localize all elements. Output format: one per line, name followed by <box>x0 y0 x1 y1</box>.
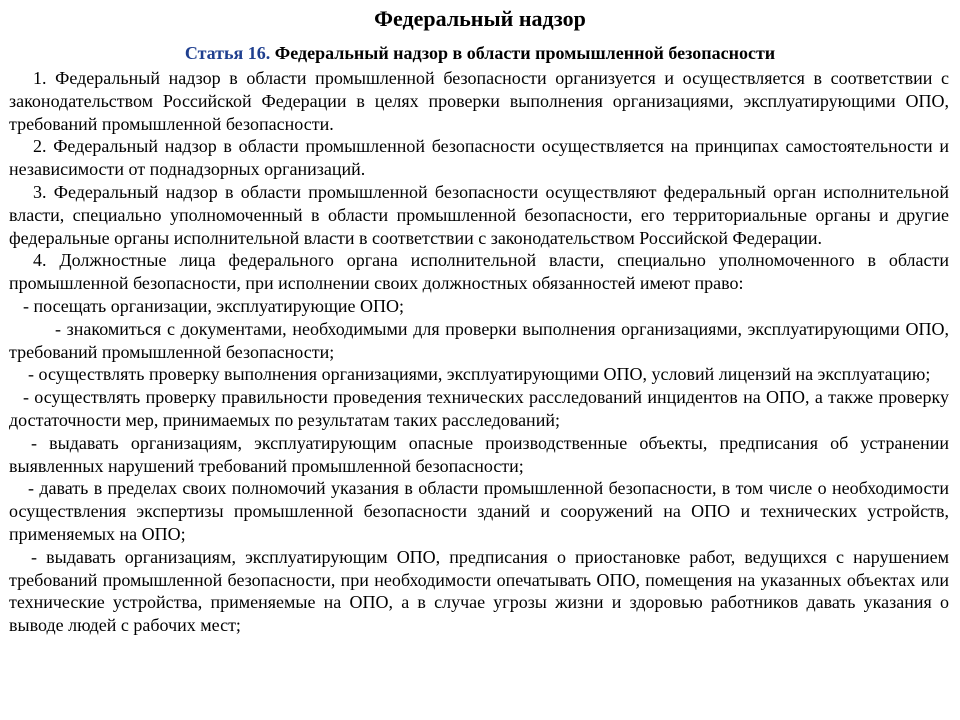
slide-title: Федеральный надзор <box>374 6 586 31</box>
article-body <box>9 67 949 637</box>
list-item-licenses: - осуществлять проверку выполнения организациями, эксплуатирующими ОПО, условий лицензий на эксплуатацию; <box>28 364 931 385</box>
paragraph-3: 3. Федеральный надзор в области промышленной безопасности осуществляют федеральный орган исполнительной власти, специально уполномоченный в области промышленной безопасности, его территориальные органы и другие федеральные органы исполнительной власти в соответствии с законодательством Российской Федерации. <box>9 181 949 248</box>
article-number: Статья 16. <box>184 43 271 63</box>
paragraph-1: 1. Федеральный надзор в области промышленной безопасности организуется и осуществляется в соответствии с законодательством Российской Федерации в целях проверки выполнения организациями, эксплуатирующими ОПО, требований промышленной безопасности. <box>9 68 949 134</box>
list-item-visit: - посещать организации, эксплуатирующие ОПО; <box>23 295 404 316</box>
list-item-orders: - выдавать организациям, эксплуатирующим опасные производственные объекты, предписания об устранении выявленных нарушений требований промышленной безопасности; <box>9 432 949 476</box>
list-item-suspension: - выдавать организациям, эксплуатирующим ОПО, предписания о приостановке работ, ведущихся с нарушением требований промышленной безопасности, при необходимости опечатывать ОПО, помещения на указанных объектах или технические устройства, применяемые на ОПО, а в случае угрозы жизни и здоровью работников давать указания о выводе людей с рабочих мест; <box>9 546 949 636</box>
paragraph-2: 2. Федеральный надзор в области промышленной безопасности осуществляется на принципах самостоятельности и независимости от поднадзорных организаций. <box>9 136 949 180</box>
list-item-instructions: - давать в пределах своих полномочий указания в области промышленной безопасности, в том числе о необходимости осуществления экспертизы промышленной безопасности зданий и сооружений на ОПО и технических устройств, применяемых на ОПО; <box>9 478 949 544</box>
article-heading <box>0 41 960 65</box>
paragraph-4: 4. Должностные лица федерального органа исполнительной власти, специально уполномоченного в области промышленной безопасности, при исполнении своих должностных обязанностей имеют право: <box>9 250 949 294</box>
list-item-investigations: - осуществлять проверку правильности проведения технических расследований инцидентов на ОПО, а также проверку достаточности мер, принимаемых по результатам таких расследований; <box>9 387 949 430</box>
list-item-documents: - знакомиться с документами, необходимыми для проверки выполнения организациями, эксплуатирующими ОПО, требований промышленной безопасности; <box>9 318 949 362</box>
article-title: Федеральный надзор в области промышленной безопасности <box>270 43 776 63</box>
